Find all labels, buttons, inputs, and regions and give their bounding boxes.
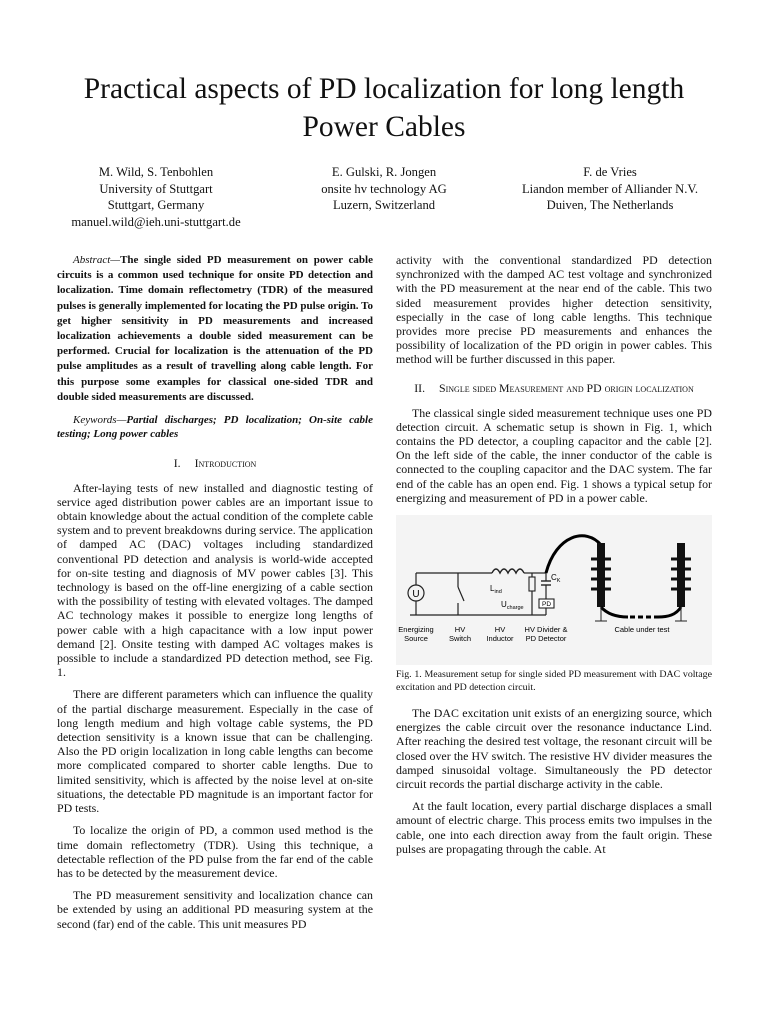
figure-1-caption: Fig. 1. Measurement setup for single sided PD measurement with DAC voltage excitation and PD detection circuit. <box>396 669 712 693</box>
author-affiliation-2 <box>274 164 494 214</box>
abstract-label: Abstract— <box>73 254 121 266</box>
inductor-label: $L_{ind}$ <box>490 584 502 596</box>
paragraph: The PD measurement sensitivity and localization chance can be extended by using an additional PD measuring system at the second (far) end of the cable. This unit measures PD <box>57 888 373 931</box>
cable-termination-far <box>677 543 685 607</box>
source-symbol-label: U <box>412 589 420 601</box>
paper-title <box>40 70 728 146</box>
section-number: I. <box>173 455 181 470</box>
label-cable-under-test: Cable under test <box>614 625 670 635</box>
author-names: E. Gulski, R. Jongen <box>331 165 437 179</box>
capacitor-label: $C_K$ <box>551 573 561 585</box>
section-title: Introduction <box>194 455 257 470</box>
paragraph: The DAC excitation unit exists of an energizing source, which energizes the cable circuit over the resonance inductance Lind. After reaching the desired test voltage, the resonant circuit will be closed over the HV switch. The resistive HV divider measures the damped sinusoidal voltage. Simultaneously the PD detector circuit records the partial discharge activity in the cable. <box>396 706 712 792</box>
paragraph: To localize the origin of PD, a common used method is the time domain reflectometry (TDR). Using this technique, a detectable reflection of the PD pulse from the far end of the cable has to be detected by the measurement device. <box>57 823 373 880</box>
section-number: II. <box>414 380 426 395</box>
keywords-text: Partial discharges; PD localization; On-site cable testing; Long power cables <box>57 414 373 440</box>
paragraph: After-laying tests of new installed and diagnostic testing of service aged distribution power cables are an important issue to obtain knowledge about the actual condition of the complete cable system and to prevent breakdowns during service. The application of damped AC (DAC) voltages including standardized conventional PD detection and analysis is world-wide accepted for on-site testing and diagnosis of MV power cables [3]. This technology is based on the off-line energizing of a cable section with the possibility of testing with elevated voltages. The damped AC technology makes it possible to energize long lengths of power cable with a high capacitance with a low input power demand [2]. Onsite testing with damped AC voltages makes is possible to include a standardized PD detection method, see Fig. 1. <box>57 480 373 680</box>
abstract <box>57 253 373 405</box>
label-energizing-source: Energizing Source <box>398 625 434 644</box>
author-institution: University of Stuttgart <box>99 181 213 196</box>
paragraph: activity with the conventional standardized PD detection synchronized with the damped AC test voltage and synchronized with the PD measurement at the near end of the cable. This two sided measurement provides higher detection sensitivity, especially in the case of long cable lengths. This technique provides more precise PD measurements and enhances the possibility of localization of the PD origin in power cables. This method will be further discussed in this paper. <box>396 253 712 367</box>
section-title: Single sided Measurement and PD origin localization <box>439 380 694 395</box>
title-line-1: Practical aspects of PD localization for long length <box>83 73 685 105</box>
author-email: manuel.wild@ieh.uni-stuttgart.de <box>71 214 241 229</box>
right-column <box>396 253 712 864</box>
figure-1-schematic <box>396 515 712 665</box>
author-affiliation-1 <box>46 164 266 230</box>
section-heading-introduction <box>57 456 373 471</box>
abstract-text: The single sided PD measurement on power cable circuits is a common used technique for onsite PD detection and localization. Time domain reflectometry (TDR) of the measured pulses is generally implemented for locating the PD pulse origin. To get higher sensitivity in PD measurements and increased localization achievements a double sided measurement can be performed. Crucial for localization is the attenuation of the PD pulse amplitudes as a result of travelling along cable length. For this purpose some examples for classical one-sided TDR and double sided measurements are discussed. <box>57 254 373 403</box>
keywords-label: Keywords— <box>73 414 127 427</box>
label-hv-divider-pd-detector: HV Divider & PD Detector <box>524 625 568 644</box>
title-line-2: Power Cables <box>302 111 466 143</box>
author-institution: onsite hv technology AG <box>321 181 447 196</box>
author-location: Stuttgart, Germany <box>107 198 205 213</box>
cable-termination-near <box>597 543 605 607</box>
schematic-diagram <box>396 515 712 665</box>
label-hv-inductor: HV Inductor <box>486 625 514 644</box>
paragraph: There are different parameters which can influence the quality of the partial discharge measurement. Especially in the case of long length medium and high voltage cable systems, the PD detection sensitivity is a known issue that can be challenging. Also the PD origin localization in long cable lengths can become more complicated compared to shorter cable lengths. Due to limited sensitivity, which is affected by the noise level at on-site situations, the detectable PD magnitude is an important factor for PD tests. <box>57 687 373 816</box>
left-column <box>57 253 373 939</box>
author-names: F. de Vries <box>583 165 637 179</box>
author-location: Luzern, Switzerland <box>332 198 436 213</box>
label-hv-switch: HV Switch <box>448 625 472 644</box>
pd-box-label: PD <box>541 601 552 609</box>
author-affiliation-3 <box>500 164 720 214</box>
author-location: Duiven, The Netherlands <box>546 198 674 213</box>
paragraph: The classical single sided measurement technique uses one PD detection circuit. A schematic setup is shown in Fig. 1, which contains the PD detector, a coupling capacitor and the cable [2]. On the left side of the cable, the inner conductor of the cable is connected to the coupling capacitor and the DAC system. The far end of the cable has an open end. Fig. 1 shows a typical setup for energizing and measurement of PD in a power cable. <box>396 405 712 505</box>
section-heading-single-sided <box>396 381 712 396</box>
author-institution: Liandon member of Alliander N.V. <box>521 181 699 196</box>
paragraph: At the fault location, every partial discharge displaces a small amount of electric charge. This process emits two impulses in the cable, one into each direction away from the fault origin. These pulses are propagating through the cable. At <box>396 799 712 856</box>
author-names: M. Wild, S. Tenbohlen <box>98 165 214 179</box>
voltage-label: $U_{charge}$ <box>501 600 524 612</box>
keywords <box>57 414 373 442</box>
